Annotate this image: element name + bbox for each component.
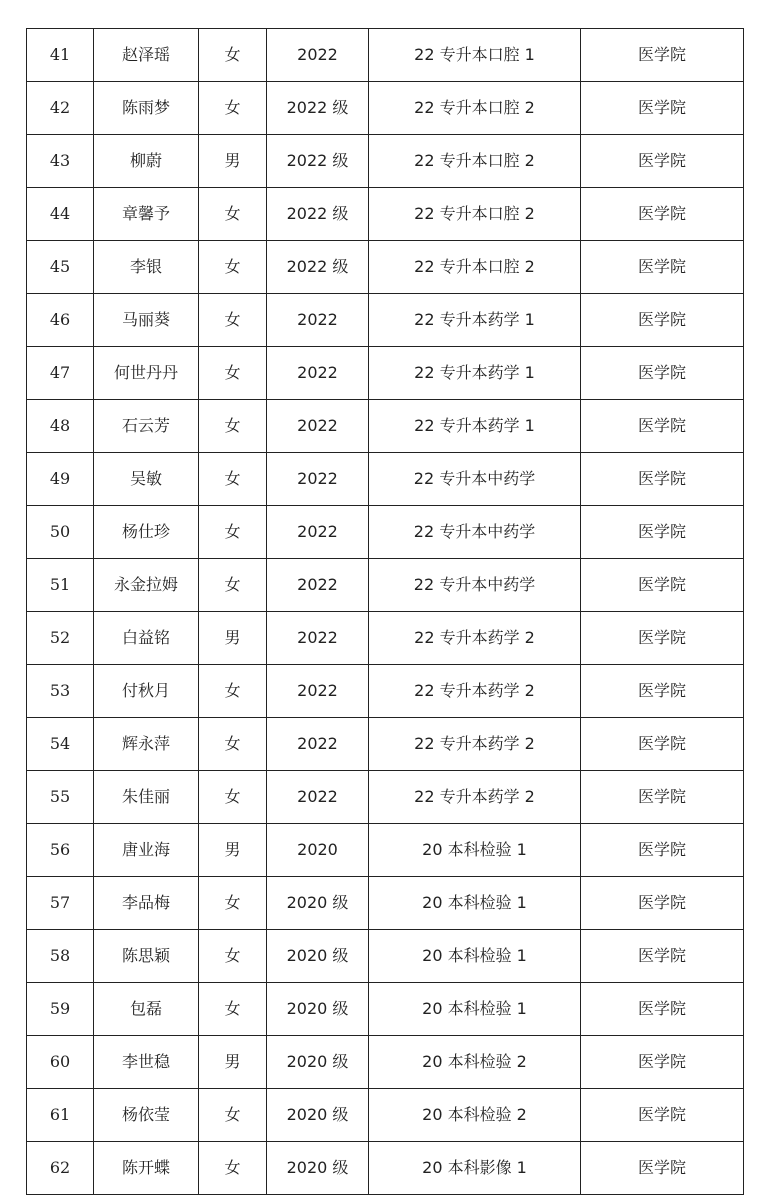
gender-cell: 女 [199, 559, 267, 612]
college-cell: 医学院 [581, 1089, 744, 1142]
row-number-cell: 46 [27, 294, 94, 347]
student-name-cell: 石云芳 [94, 400, 199, 453]
student-name-cell: 吴敏 [94, 453, 199, 506]
grade-cell: 2020 级 [267, 1089, 369, 1142]
student-name-cell: 马丽葵 [94, 294, 199, 347]
table-row [27, 559, 744, 612]
gender-cell: 男 [199, 1036, 267, 1089]
row-number-cell: 41 [27, 29, 94, 82]
table-row [27, 82, 744, 135]
grade-cell: 2022 [267, 612, 369, 665]
gender-cell: 女 [199, 82, 267, 135]
gender-cell: 男 [199, 824, 267, 877]
college-cell: 医学院 [581, 718, 744, 771]
class-cell: 22 专升本口腔 2 [369, 188, 581, 241]
college-cell: 医学院 [581, 1036, 744, 1089]
table-row [27, 135, 744, 188]
gender-cell: 女 [199, 188, 267, 241]
table-row [27, 1089, 744, 1142]
grade-cell: 2020 级 [267, 1142, 369, 1195]
student-name-cell: 辉永萍 [94, 718, 199, 771]
student-name-cell: 何世丹丹 [94, 347, 199, 400]
student-name-cell: 章馨予 [94, 188, 199, 241]
row-number-cell: 54 [27, 718, 94, 771]
college-cell: 医学院 [581, 559, 744, 612]
grade-cell: 2020 级 [267, 1036, 369, 1089]
gender-cell: 女 [199, 1142, 267, 1195]
grade-cell: 2022 [267, 453, 369, 506]
class-cell: 22 专升本中药学 [369, 506, 581, 559]
class-cell: 22 专升本药学 1 [369, 294, 581, 347]
row-number-cell: 52 [27, 612, 94, 665]
college-cell: 医学院 [581, 983, 744, 1036]
row-number-cell: 42 [27, 82, 94, 135]
row-number-cell: 51 [27, 559, 94, 612]
class-cell: 20 本科检验 1 [369, 824, 581, 877]
grade-cell: 2020 级 [267, 877, 369, 930]
student-name-cell: 李品梅 [94, 877, 199, 930]
student-name-cell: 付秋月 [94, 665, 199, 718]
student-name-cell: 包磊 [94, 983, 199, 1036]
grade-cell: 2022 [267, 718, 369, 771]
class-cell: 22 专升本口腔 2 [369, 135, 581, 188]
college-cell: 医学院 [581, 347, 744, 400]
row-number-cell: 44 [27, 188, 94, 241]
class-cell: 22 专升本药学 2 [369, 665, 581, 718]
table-row [27, 824, 744, 877]
student-name-cell: 永金拉姆 [94, 559, 199, 612]
student-roster-table [26, 28, 744, 1195]
gender-cell: 女 [199, 29, 267, 82]
gender-cell: 女 [199, 665, 267, 718]
table-row [27, 347, 744, 400]
class-cell: 22 专升本口腔 2 [369, 82, 581, 135]
row-number-cell: 56 [27, 824, 94, 877]
row-number-cell: 47 [27, 347, 94, 400]
class-cell: 20 本科检验 1 [369, 983, 581, 1036]
gender-cell: 女 [199, 983, 267, 1036]
student-name-cell: 柳蔚 [94, 135, 199, 188]
gender-cell: 女 [199, 718, 267, 771]
student-name-cell: 赵泽瑶 [94, 29, 199, 82]
table-row [27, 241, 744, 294]
grade-cell: 2020 级 [267, 930, 369, 983]
grade-cell: 2022 级 [267, 241, 369, 294]
student-name-cell: 陈思颖 [94, 930, 199, 983]
table-row [27, 930, 744, 983]
table-row [27, 400, 744, 453]
row-number-cell: 49 [27, 453, 94, 506]
gender-cell: 女 [199, 294, 267, 347]
table-row [27, 1142, 744, 1195]
class-cell: 20 本科检验 1 [369, 877, 581, 930]
table-row [27, 877, 744, 930]
grade-cell: 2022 [267, 559, 369, 612]
college-cell: 医学院 [581, 877, 744, 930]
grade-cell: 2022 [267, 400, 369, 453]
grade-cell: 2020 [267, 824, 369, 877]
college-cell: 医学院 [581, 241, 744, 294]
college-cell: 医学院 [581, 612, 744, 665]
row-number-cell: 50 [27, 506, 94, 559]
row-number-cell: 45 [27, 241, 94, 294]
student-name-cell: 陈开蝶 [94, 1142, 199, 1195]
class-cell: 22 专升本药学 1 [369, 347, 581, 400]
class-cell: 22 专升本中药学 [369, 559, 581, 612]
class-cell: 20 本科检验 1 [369, 930, 581, 983]
college-cell: 医学院 [581, 1142, 744, 1195]
class-cell: 22 专升本药学 2 [369, 612, 581, 665]
grade-cell: 2022 [267, 294, 369, 347]
grade-cell: 2020 级 [267, 983, 369, 1036]
college-cell: 医学院 [581, 82, 744, 135]
row-number-cell: 62 [27, 1142, 94, 1195]
table-row [27, 771, 744, 824]
gender-cell: 女 [199, 453, 267, 506]
class-cell: 22 专升本药学 1 [369, 400, 581, 453]
table-row [27, 612, 744, 665]
college-cell: 医学院 [581, 930, 744, 983]
college-cell: 医学院 [581, 294, 744, 347]
grade-cell: 2022 [267, 665, 369, 718]
grade-cell: 2022 级 [267, 82, 369, 135]
class-cell: 22 专升本药学 2 [369, 718, 581, 771]
student-name-cell: 杨依莹 [94, 1089, 199, 1142]
class-cell: 20 本科检验 2 [369, 1036, 581, 1089]
college-cell: 医学院 [581, 29, 744, 82]
gender-cell: 女 [199, 1089, 267, 1142]
gender-cell: 女 [199, 877, 267, 930]
row-number-cell: 55 [27, 771, 94, 824]
row-number-cell: 59 [27, 983, 94, 1036]
class-cell: 20 本科检验 2 [369, 1089, 581, 1142]
gender-cell: 女 [199, 506, 267, 559]
grade-cell: 2022 级 [267, 135, 369, 188]
student-name-cell: 白益铭 [94, 612, 199, 665]
table-row [27, 294, 744, 347]
row-number-cell: 61 [27, 1089, 94, 1142]
row-number-cell: 57 [27, 877, 94, 930]
row-number-cell: 48 [27, 400, 94, 453]
student-name-cell: 李银 [94, 241, 199, 294]
college-cell: 医学院 [581, 188, 744, 241]
gender-cell: 女 [199, 930, 267, 983]
table-row [27, 453, 744, 506]
grade-cell: 2022 级 [267, 188, 369, 241]
gender-cell: 女 [199, 771, 267, 824]
class-cell: 22 专升本口腔 2 [369, 241, 581, 294]
gender-cell: 女 [199, 241, 267, 294]
grade-cell: 2022 [267, 29, 369, 82]
gender-cell: 女 [199, 347, 267, 400]
college-cell: 医学院 [581, 400, 744, 453]
table-row [27, 188, 744, 241]
class-cell: 22 专升本药学 2 [369, 771, 581, 824]
college-cell: 医学院 [581, 824, 744, 877]
student-name-cell: 杨仕珍 [94, 506, 199, 559]
college-cell: 医学院 [581, 453, 744, 506]
row-number-cell: 60 [27, 1036, 94, 1089]
college-cell: 医学院 [581, 771, 744, 824]
table-row [27, 29, 744, 82]
grade-cell: 2022 [267, 506, 369, 559]
table-row [27, 718, 744, 771]
table-row [27, 665, 744, 718]
row-number-cell: 58 [27, 930, 94, 983]
college-cell: 医学院 [581, 135, 744, 188]
class-cell: 20 本科影像 1 [369, 1142, 581, 1195]
student-name-cell: 陈雨梦 [94, 82, 199, 135]
row-number-cell: 53 [27, 665, 94, 718]
grade-cell: 2022 [267, 771, 369, 824]
class-cell: 22 专升本中药学 [369, 453, 581, 506]
student-name-cell: 唐业海 [94, 824, 199, 877]
gender-cell: 男 [199, 612, 267, 665]
college-cell: 医学院 [581, 506, 744, 559]
class-cell: 22 专升本口腔 1 [369, 29, 581, 82]
table-row [27, 1036, 744, 1089]
row-number-cell: 43 [27, 135, 94, 188]
gender-cell: 男 [199, 135, 267, 188]
college-cell: 医学院 [581, 665, 744, 718]
table-row [27, 983, 744, 1036]
student-name-cell: 朱佳丽 [94, 771, 199, 824]
student-name-cell: 李世稳 [94, 1036, 199, 1089]
gender-cell: 女 [199, 400, 267, 453]
roster-body [27, 29, 744, 1195]
grade-cell: 2022 [267, 347, 369, 400]
table-row [27, 506, 744, 559]
